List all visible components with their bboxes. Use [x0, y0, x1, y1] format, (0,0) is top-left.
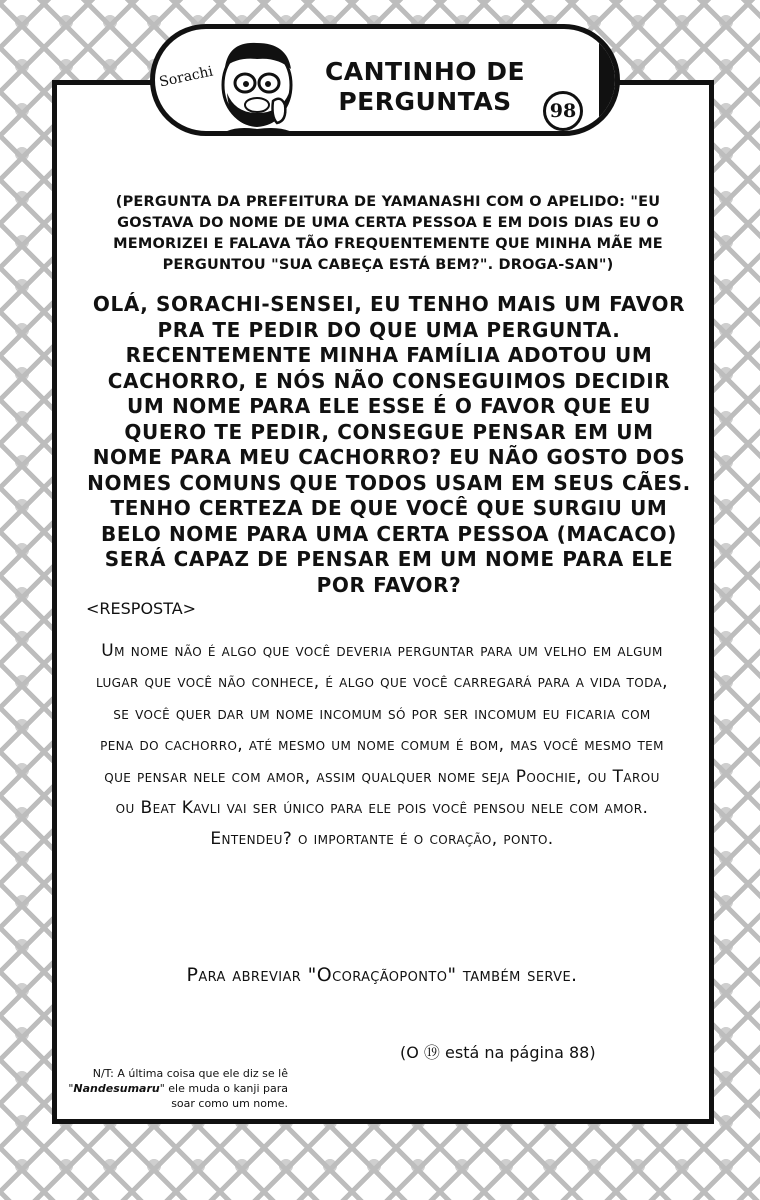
question-body: OLÁ, SORACHI-SENSEI, EU TENHO MAIS UM FAVOR PRA TE PEDIR DO QUE UMA PERGUNTA. RECENTEMENTE MINHA FAMÍLIA ADOTOU UM CACHORRO, E NÓS NÃO CONSEGUIMOS DECIDIR UM NOME PARA ELE ESSE É O FAVOR QUE EU QUERO TE PEDIR, CONSEGUE PENSAR EM UM NOME PARA MEU CACHORRO? EU NÃO GOSTO DOS NOMES COMUNS QUE TODOS USAM EM SEUS CÃES. TENHO CERTEZA DE QUE VOCÊ QUE SURGIU UM BELO NOME PARA UMA CERTA PESSOA (MACACO) SERÁ CAPAZ DE PENSAR EM UM NOME PARA ELE POR FAVOR?	[87, 292, 691, 597]
translator-note-suffix: " ele muda o kanji para soar como um nome.	[159, 1082, 288, 1110]
page-reference: (O ⑲ está na página 88)	[400, 1043, 596, 1062]
translator-note	[58, 1066, 288, 1111]
title-line-1: CANTINHO DE	[324, 57, 526, 86]
author-portrait-icon	[169, 33, 309, 136]
translator-note-prefix: N/T: A última coisa que ele diz se lê "	[68, 1067, 288, 1095]
title-banner	[150, 24, 620, 136]
author-signature: Sorachi	[157, 63, 215, 91]
answer-body: Um nome não é algo que você deveria perguntar para um velho em algum lugar que você não conhece, é algo que você carregará para a vida toda, se você quer dar um nome incomum só por ser incomum eu ficaria com pena do cachorro, até mesmo um nome comum é bom, mas você mesmo tem que pensar nele com amor, assim qualquer nome seja Poochie, ou Tarou ou Beat Kavli vai ser único para ele pois você pensou nele com amor. Entendeu? o importante é o coração, ponto.	[96, 641, 668, 850]
answer-closing: Para abreviar "Ocoraçãoponto" também serve.	[186, 964, 578, 986]
answer-label: <RESPOSTA>	[86, 599, 197, 618]
question-source: (PERGUNTA DA PREFEITURA DE YAMANASHI COM O APELIDO: "EU GOSTAVA DO NOME DE UMA CERTA PESSOA E EM DOIS DIAS EU O MEMORIZEI E FALAVA TÃO FREQUENTEMENTE QUE MINHA MÃE ME PERGUNTOU "SUA CABEÇA ESTÁ BEM?". DROGA-SAN")	[113, 194, 663, 273]
page-title	[320, 57, 530, 117]
translator-note-word: Nandesumaru	[73, 1082, 160, 1095]
question-number-badge: 98	[543, 91, 583, 131]
title-line-2: PERGUNTAS	[338, 87, 512, 116]
